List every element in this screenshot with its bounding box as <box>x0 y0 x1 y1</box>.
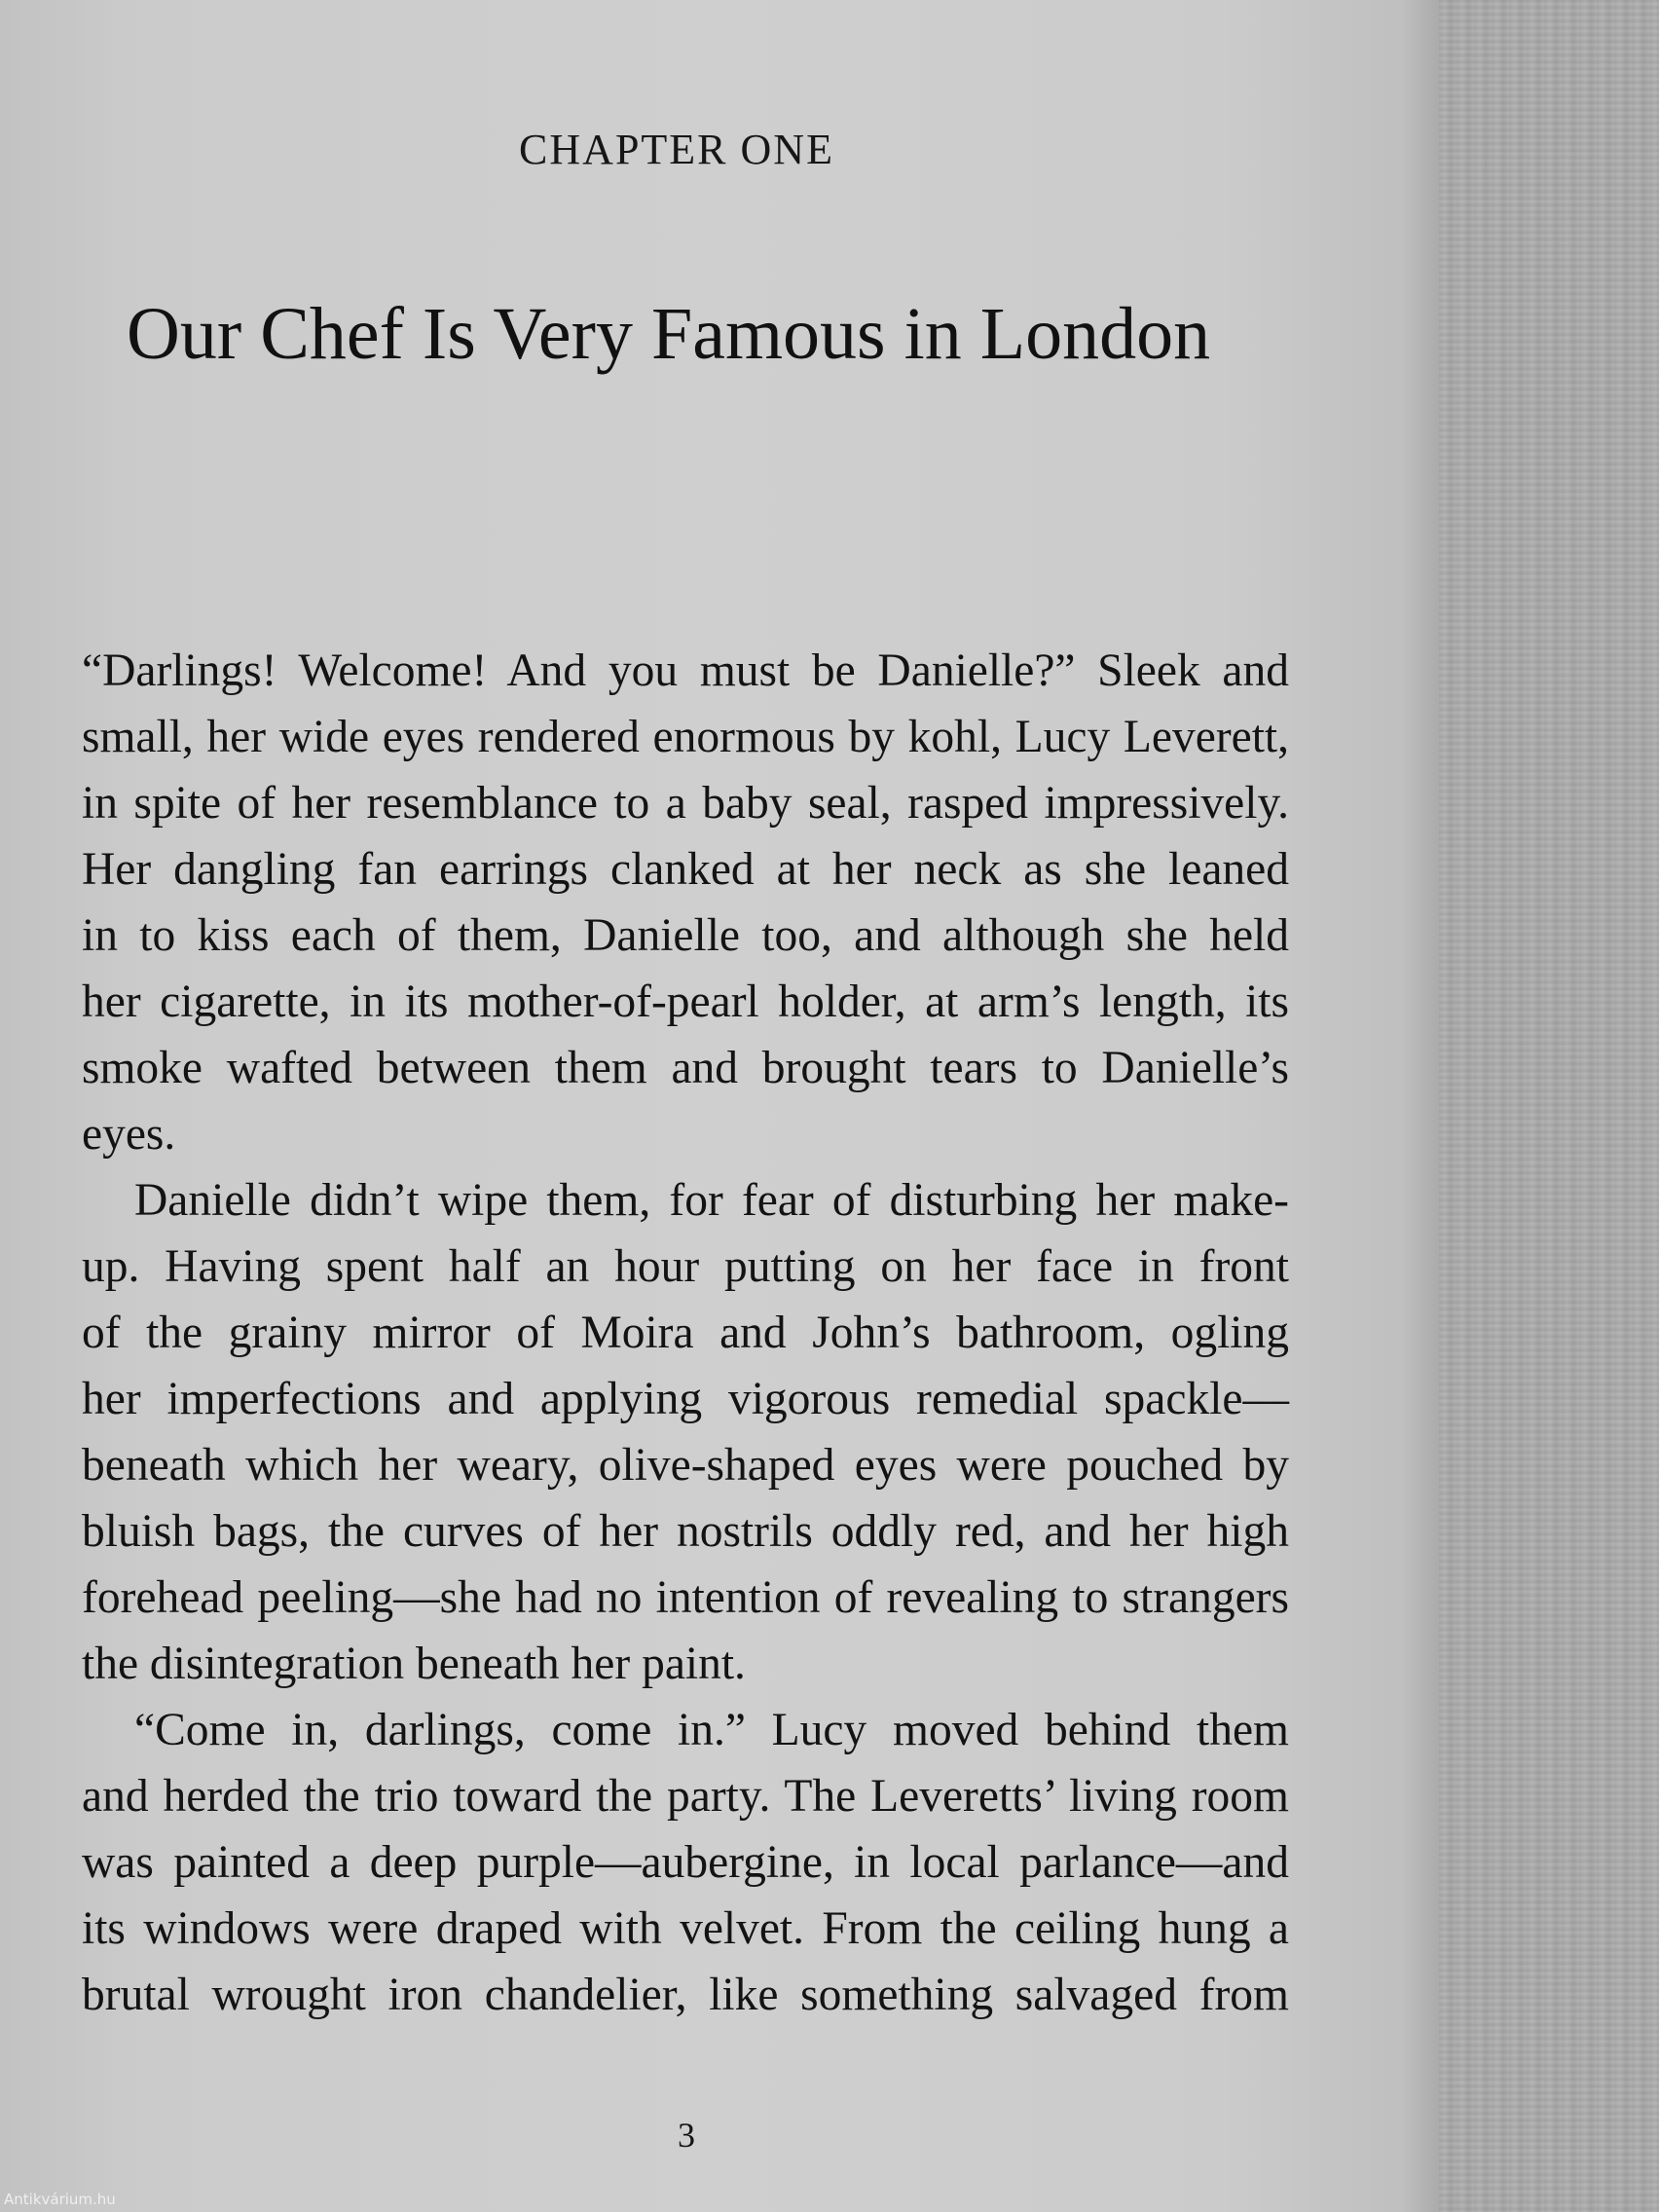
watermark: Antikvárium.hu <box>4 2191 116 2208</box>
text-line: up. Having spent half an hour putting on her face in front <box>82 1241 1289 1292</box>
text-line: “Darlings! Welcome! And you must be Danielle?” Sleek and <box>82 645 1289 696</box>
text-line: and herded the trio toward the party. The Leveretts’ living room <box>82 1771 1289 1822</box>
text-line: smoke wafted between them and brought tears to Danielle’s <box>82 1043 1289 1093</box>
text-line: in to kiss each of them, Danielle too, and although she held <box>82 910 1289 961</box>
paragraph-2 <box>82 1167 1289 1697</box>
chapter-title: Our Chef Is Very Famous in London <box>127 293 1211 375</box>
page-edge-shadow <box>1402 0 1441 2212</box>
text-line: the disintegration beneath her paint. <box>82 1639 746 1689</box>
body-text <box>82 638 1289 2028</box>
paragraph-3 <box>82 1697 1289 2028</box>
text-line: small, her wide eyes rendered enormous by kohl, Lucy Leverett, <box>82 712 1289 762</box>
text-line: her cigarette, in its mother-of-pearl holder, at arm’s length, its <box>82 977 1289 1027</box>
paragraph-1 <box>82 638 1289 1167</box>
text-line: bluish bags, the curves of her nostrils oddly red, and her high <box>82 1506 1289 1557</box>
text-line: its windows were draped with velvet. From the ceiling hung a <box>82 1903 1289 1954</box>
chapter-label: CHAPTER ONE <box>519 126 834 173</box>
page-number: 3 <box>678 2116 695 2155</box>
text-line: Her dangling fan earrings clanked at her neck as she leaned <box>82 844 1289 895</box>
text-line: brutal wrought iron chandelier, like something salvaged from <box>82 1970 1289 2020</box>
text-line: was painted a deep purple—aubergine, in local parlance—and <box>82 1837 1289 1888</box>
text-line: forehead peeling—she had no intention of revealing to strangers <box>82 1572 1289 1623</box>
text-line: in spite of her resemblance to a baby seal, rasped impressively. <box>82 778 1289 829</box>
text-line: Danielle didn’t wipe them, for fear of disturbing her make- <box>134 1175 1289 1226</box>
text-line: eyes. <box>82 1109 176 1160</box>
text-line: her imperfections and applying vigorous remedial spackle— <box>82 1374 1289 1424</box>
background-surface <box>1439 0 1659 2212</box>
text-line: of the grainy mirror of Moira and John’s bathroom, ogling <box>82 1308 1289 1358</box>
text-line: “Come in, darlings, come in.” Lucy moved behind them <box>134 1705 1289 1755</box>
text-line: beneath which her weary, olive-shaped eyes were pouched by <box>82 1440 1289 1491</box>
